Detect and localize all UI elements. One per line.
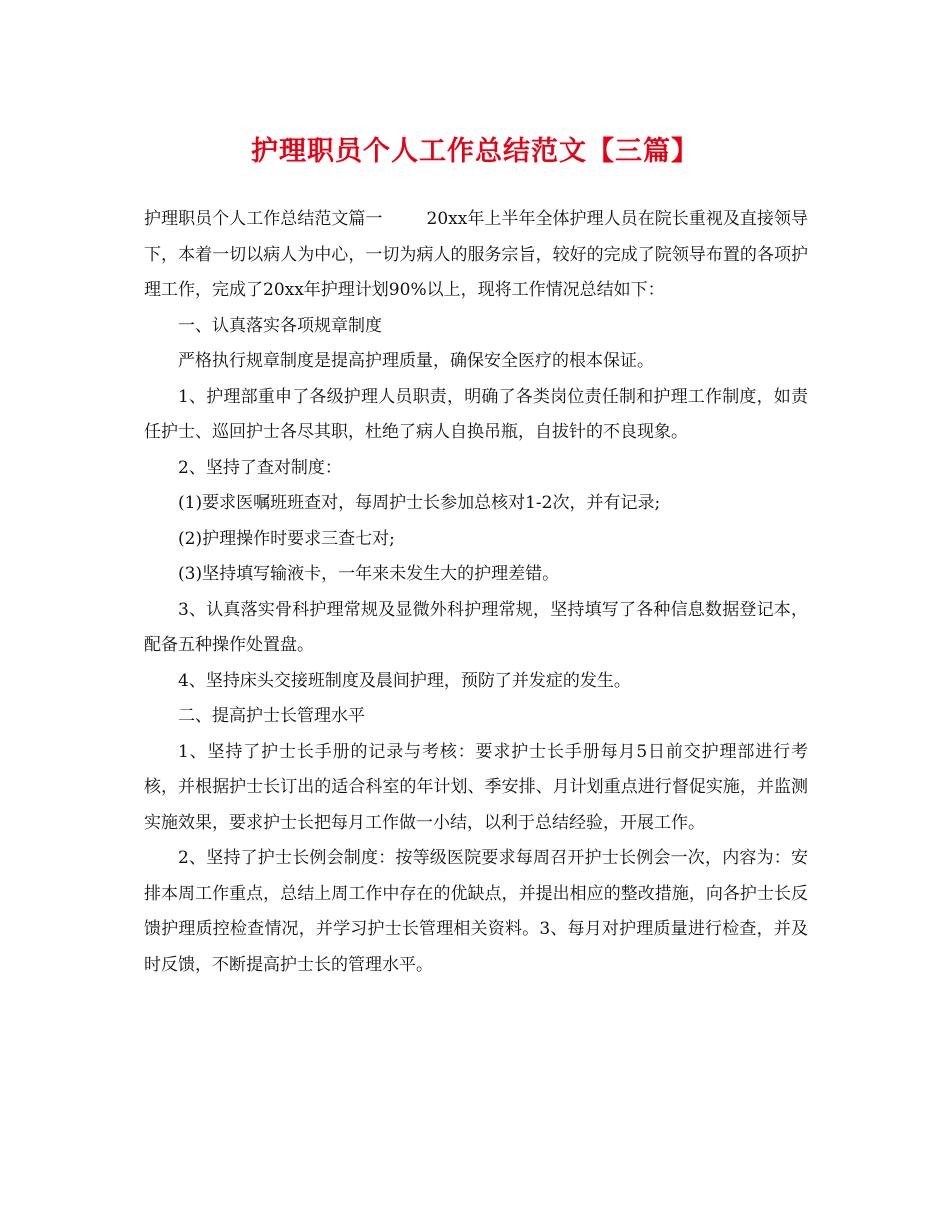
- list-item: (2)护理操作时要求三查七对;: [178, 528, 395, 549]
- document-body: [144, 202, 808, 983]
- intro-label: 护理职员个人工作总结范文篇一: [144, 209, 383, 229]
- body-paragraph: 2、坚持了护士长例会制度：按等级医院要求每周召开护士长例会一次，内容为：安排本周工作重点，总结上周工作中存在的优缺点，并提出相应的整改措施，向各护士长反馈护理质控检查情况，并学习护士长管理相关资料。3、每月对护理质量进行检查，并及时反馈，不断提高护士长的管理水平。: [144, 848, 808, 975]
- section-heading-1: 一、认真落实各项规章制度: [178, 315, 382, 336]
- body-paragraph: 1、护理部重申了各级护理人员职责，明确了各类岗位责任制和护理工作制度，如责任护士、巡回护士各尽其职，杜绝了病人自换吊瓶，自拔针的不良现象。: [144, 386, 808, 442]
- document-title: 护理职员个人工作总结范文【三篇】: [251, 136, 699, 167]
- section-heading-2: 二、提高护士长管理水平: [178, 706, 365, 726]
- body-paragraph: 2、坚持了查对制度：: [178, 457, 342, 478]
- intro-paragraph: [144, 202, 808, 309]
- list-item: (1)要求医嘱班班查对，每周护士长参加总核对1-2次，并有记录;: [178, 493, 661, 513]
- body-paragraph: 1、坚持了护士长手册的记录与考核：要求护士长手册每月5日前交护理部进行考核，并根据护士长订出的适合科室的年计划、季安排、月计划重点进行督促实施，并监测实施效果，要求护士长把每月工作做一小结，以利于总结经验，开展工作。: [144, 741, 808, 833]
- intro-text: 20xx年上半年全体护理人员在院长重视及直接领导下，本着一切以病人为中心，一切为病人的服务宗旨，较好的完成了院领导布置的各项护理工作，完成了20xx年护理计划90%以上，现将工作情况总结如下：: [144, 209, 809, 300]
- body-paragraph: 严格执行规章制度是提高护理质量，确保安全医疗的根本保证。: [178, 351, 654, 371]
- body-paragraph: 3、认真落实骨科护理常规及显微外科护理常规，坚持填写了各种信息数据登记本，配备五种操作处置盘。: [144, 599, 808, 655]
- body-paragraph: 4、坚持床头交接班制度及晨间护理，预防了并发症的发生。: [178, 670, 631, 691]
- list-item: (3)坚持填写输液卡，一年来未发生大的护理差错。: [178, 564, 560, 584]
